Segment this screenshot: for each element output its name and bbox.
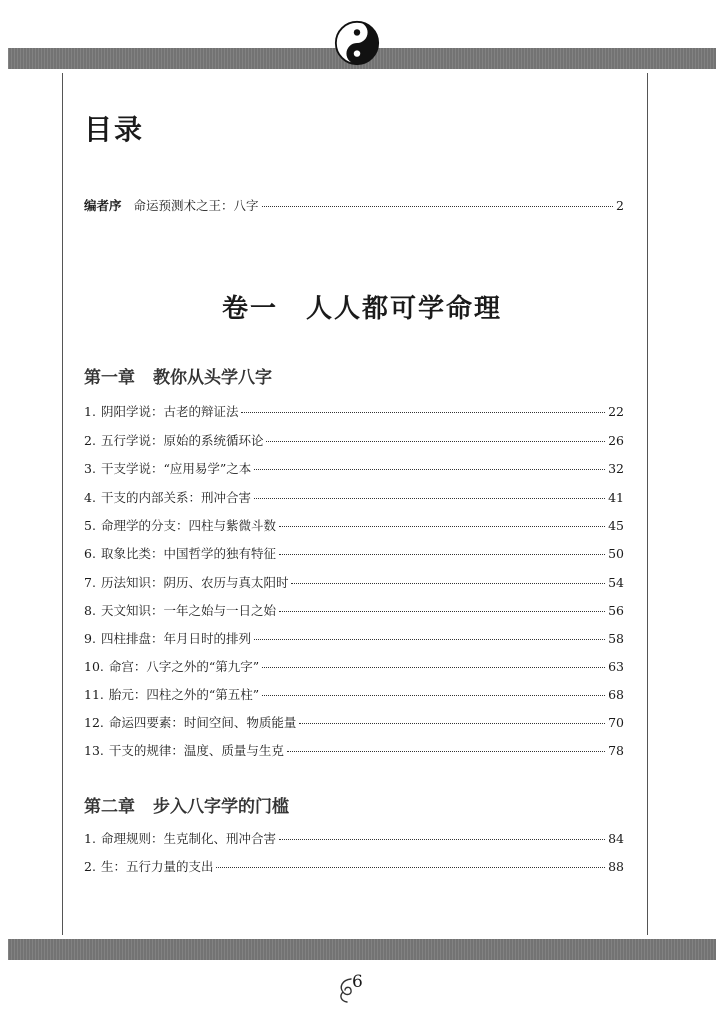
entry-subtitle: ：四柱之外的“第五柱” xyxy=(133,687,260,702)
toc-entry xyxy=(84,544,624,562)
entry-number: 7. xyxy=(84,575,96,590)
entry-heading: 命理学的分支 xyxy=(100,518,176,533)
entry-number: 11. xyxy=(84,687,104,702)
right-margin-rule xyxy=(647,73,648,935)
toc-entry xyxy=(84,573,624,591)
entry-subtitle: ：原始的系统循环论 xyxy=(150,433,264,448)
entry-subtitle: ：一年之始与一日之始 xyxy=(150,603,276,618)
volume-heading xyxy=(0,288,724,325)
dot-leader xyxy=(291,583,605,584)
entry-heading: 胎元 xyxy=(108,687,134,702)
left-margin-rule xyxy=(62,73,63,935)
entry-number: 12. xyxy=(84,715,104,730)
toc-entry xyxy=(84,488,624,506)
entry-number: 2. xyxy=(84,433,96,448)
entry-number: 6. xyxy=(84,546,96,561)
entry-page: 45 xyxy=(608,518,624,533)
entry-page: 50 xyxy=(608,546,624,561)
dot-leader xyxy=(279,611,605,612)
entry-page: 32 xyxy=(608,461,624,476)
entry-page: 26 xyxy=(608,433,624,448)
dot-leader xyxy=(279,554,605,555)
toc-entry xyxy=(84,657,624,675)
entry-subtitle: ：年月日时的排列 xyxy=(150,631,251,646)
toc-entry xyxy=(84,741,624,759)
entry-number: 1. xyxy=(84,831,96,846)
entry-page: 70 xyxy=(608,715,624,730)
entry-heading: 命运四要素 xyxy=(108,715,172,730)
toc-entry xyxy=(84,829,624,847)
entry-subtitle: ：刑冲合害 xyxy=(188,490,251,505)
page-number-value: 6 xyxy=(352,972,363,992)
entry-subtitle: ：时间空间、物质能量 xyxy=(171,715,297,730)
entry-heading: 天文知识 xyxy=(100,603,151,618)
dot-leader xyxy=(241,412,605,413)
chapter-number: 第一章 xyxy=(84,368,135,388)
entry-number: 3. xyxy=(84,461,96,476)
entry-page: 84 xyxy=(608,831,624,846)
entry-heading: 干支的规律 xyxy=(108,743,172,758)
entry-number: 2. xyxy=(84,859,96,874)
chapter-heading-2 xyxy=(84,792,289,817)
entry-number: 5. xyxy=(84,518,96,533)
toc-entry xyxy=(84,601,624,619)
entry-heading: 四柱排盘 xyxy=(100,631,151,646)
entry-heading: 阴阳学说 xyxy=(100,404,151,419)
entry-subtitle: ：“应用易学”之本 xyxy=(150,461,252,476)
toc-entry xyxy=(84,685,624,703)
entry-heading: 取象比类 xyxy=(100,546,151,561)
entry-number: 1. xyxy=(84,404,96,419)
dot-leader xyxy=(254,639,605,640)
chapter-title: 步入八字学的门槛 xyxy=(153,797,289,817)
dot-leader xyxy=(266,441,605,442)
dot-leader xyxy=(262,695,605,696)
dot-leader xyxy=(262,667,605,668)
entry-subtitle: ：温度、质量与生克 xyxy=(171,743,284,758)
preface-page: 2 xyxy=(616,198,624,213)
dot-leader xyxy=(262,206,614,207)
entry-subtitle: ：四柱与紫微斗数 xyxy=(175,518,276,533)
chapter-number: 第二章 xyxy=(84,797,135,817)
toc-entry xyxy=(84,402,624,420)
entry-number: 13. xyxy=(84,743,104,758)
entry-heading: 命理规则 xyxy=(100,831,151,846)
preface-title: 命运预测术之王：八字 xyxy=(133,198,259,213)
preface-label: 编者序 xyxy=(84,198,122,213)
entry-page: 22 xyxy=(608,404,624,419)
dot-leader xyxy=(279,839,605,840)
entry-heading: 干支学说 xyxy=(100,461,151,476)
dot-leader xyxy=(254,469,605,470)
yin-yang-icon xyxy=(334,20,380,66)
footer-band xyxy=(8,939,716,960)
entry-heading: 历法知识 xyxy=(100,575,151,590)
entry-heading: 五行学说 xyxy=(100,433,151,448)
volume-title: 人人都可学命理 xyxy=(306,294,503,324)
entry-page: 56 xyxy=(608,603,624,618)
entry-subtitle: ：中国哲学的独有特征 xyxy=(150,546,276,561)
entry-page: 68 xyxy=(608,687,624,702)
entry-number: 8. xyxy=(84,603,96,618)
volume-number: 卷一 xyxy=(221,294,278,324)
page-number xyxy=(336,970,376,1006)
toc-entry xyxy=(84,459,624,477)
toc-entry xyxy=(84,629,624,647)
entry-heading: 生 xyxy=(100,859,114,874)
toc-entry xyxy=(84,516,624,534)
dot-leader xyxy=(254,498,605,499)
entry-number: 4. xyxy=(84,490,96,505)
entry-subtitle: ：八字之外的“第九字” xyxy=(133,659,260,674)
entry-heading: 干支的内部关系 xyxy=(100,490,189,505)
dot-leader xyxy=(299,723,605,724)
dot-leader xyxy=(287,751,605,752)
page-title: 目录 xyxy=(84,113,145,146)
entry-page: 41 xyxy=(608,490,624,505)
entry-subtitle: ：古老的辩证法 xyxy=(150,404,239,419)
entry-page: 63 xyxy=(608,659,624,674)
toc-entry xyxy=(84,857,624,875)
entry-page: 88 xyxy=(608,859,624,874)
entry-number: 9. xyxy=(84,631,96,646)
entry-page: 58 xyxy=(608,631,624,646)
entry-page: 78 xyxy=(608,743,624,758)
entry-page: 54 xyxy=(608,575,624,590)
chapter-title: 教你从头学八字 xyxy=(153,368,272,388)
entry-subtitle: ：五行力量的支出 xyxy=(113,859,214,874)
dot-leader xyxy=(279,526,605,527)
entry-subtitle: ：阴历、农历与真太阳时 xyxy=(150,575,289,590)
dot-leader xyxy=(216,867,605,868)
entry-number: 10. xyxy=(84,659,104,674)
entry-heading: 命宫 xyxy=(108,659,134,674)
toc-entry xyxy=(84,431,624,449)
entry-subtitle: ：生克制化、刑冲合害 xyxy=(150,831,276,846)
toc-entry xyxy=(84,713,624,731)
chapter-heading-1 xyxy=(84,363,272,388)
preface-entry xyxy=(84,196,624,214)
